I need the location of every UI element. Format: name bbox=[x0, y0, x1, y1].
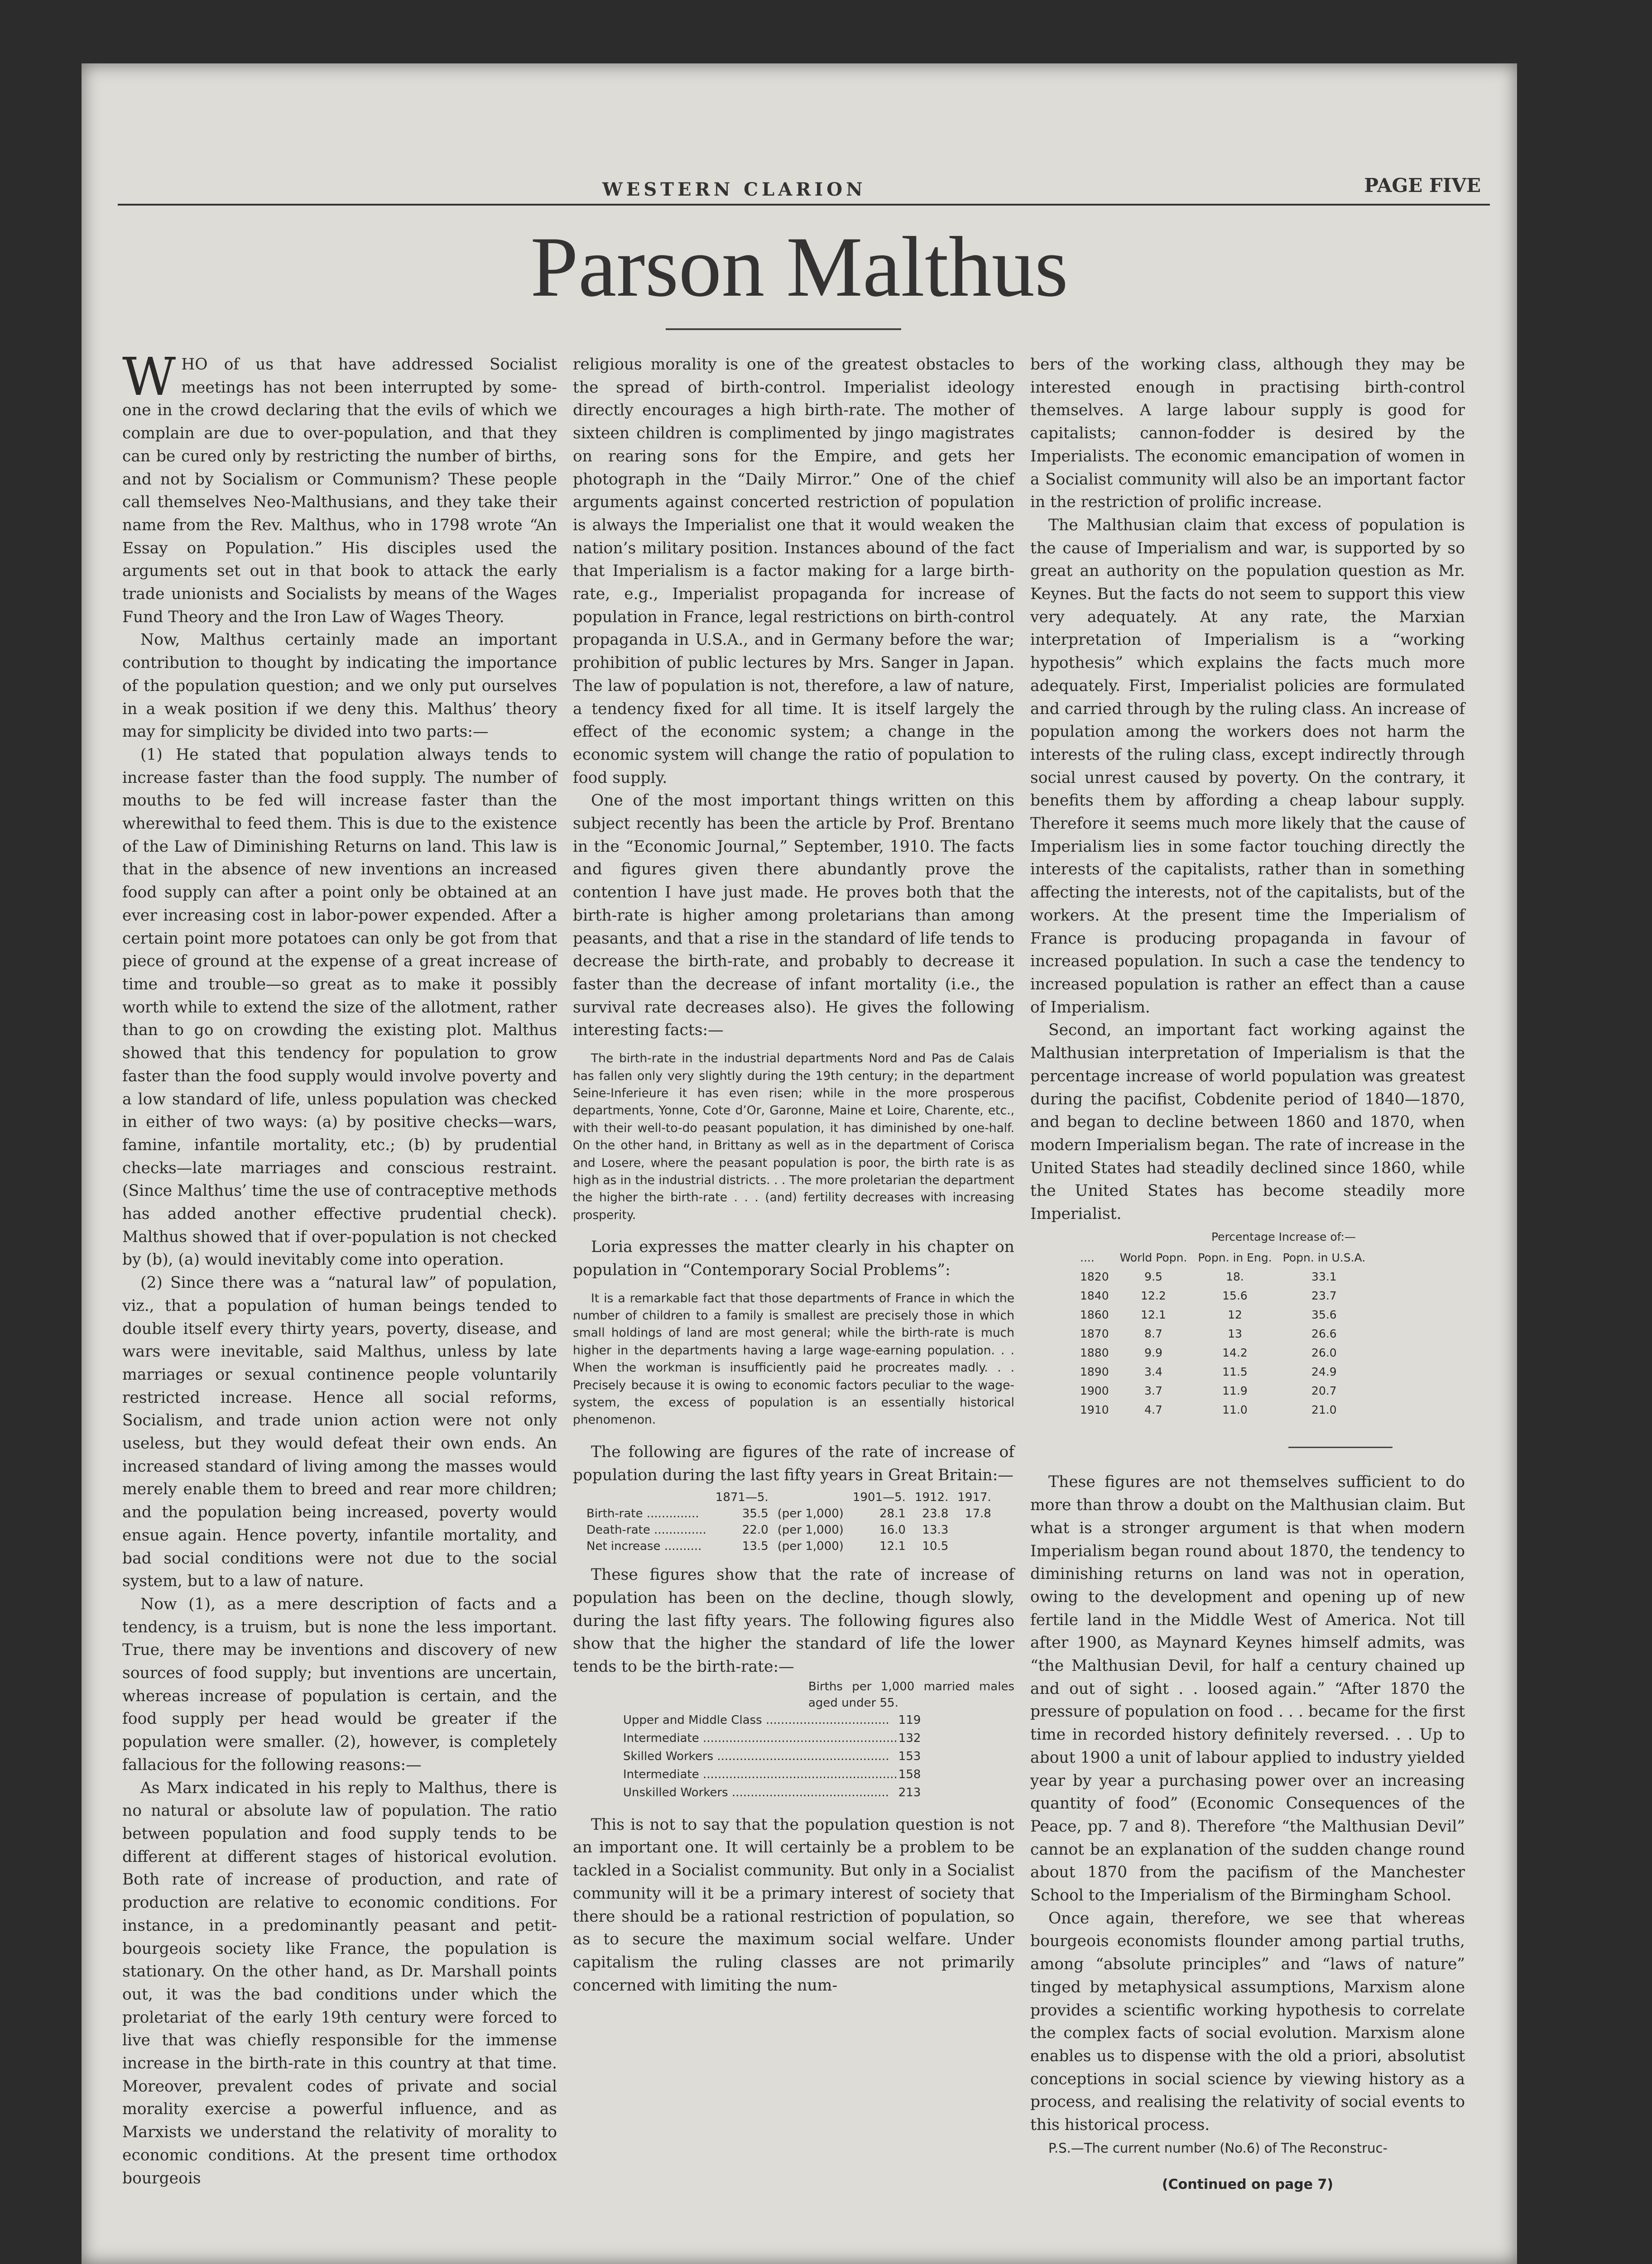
table-cell: (per 1,000) bbox=[777, 1540, 844, 1554]
table-cell: 13.5 bbox=[742, 1540, 768, 1554]
table-cell: 9.5 bbox=[1144, 1270, 1162, 1284]
table-cell bbox=[953, 1522, 995, 1538]
table-header-cell: World Popn. bbox=[1119, 1251, 1187, 1265]
table-header-cell: 1912. bbox=[914, 1491, 949, 1505]
table-cell: 11.5 bbox=[1222, 1365, 1248, 1379]
table-row bbox=[1080, 1381, 1376, 1401]
table-cell: 3.4 bbox=[1144, 1365, 1162, 1379]
table-cell: 213 bbox=[898, 1785, 921, 1799]
table-header-cell: Popn. in U.S.A. bbox=[1282, 1251, 1366, 1265]
table-cell: 26.6 bbox=[1311, 1327, 1337, 1341]
table-cell: 4.7 bbox=[1144, 1403, 1162, 1417]
column-1 bbox=[122, 347, 557, 2190]
drop-cap: W bbox=[122, 347, 176, 408]
table-cell: 35.6 bbox=[1311, 1308, 1337, 1322]
table-row bbox=[582, 1522, 996, 1538]
table-cell: 9.9 bbox=[1144, 1346, 1162, 1360]
table-cell: 13 bbox=[1228, 1327, 1242, 1341]
table-row bbox=[582, 1506, 996, 1522]
table-cell: 17.8 bbox=[965, 1507, 991, 1521]
table-header-row bbox=[1080, 1248, 1376, 1267]
paragraph: This is not to say that the population question is not an important one. It will certainly be a problem to be tackled in a Socialist community. But only in a Socialist community will it be a primary interest of society that there should be a rational restriction of population, so as to secure the maximum social welfare. Under capitalism the ruling classes are not primarily concerned with limiting the num- bbox=[573, 1815, 1014, 1995]
births-table-header: Births per 1,000 married males aged under 55. bbox=[808, 1679, 1014, 1710]
table-cell: Upper and Middle Class ................................. bbox=[623, 1713, 889, 1727]
paragraph: Once again, therefore, we see that whereas bourgeois economists flounder among partial truths, among “absolute principles” and “laws of nature” tinged by metaphysical assumptions, Marxism alone provides a scientific working hypothesis to correlate the complex facts of social evolution. Marxism alone enables us to dispense with the old a priori, absolutist conceptions in social science by viewing history as a process, and realising the relativity of social events to this historical process. bbox=[1030, 1909, 1465, 2134]
paragraph: Now, Malthus certainly made an important contribution to thought by indicating the importance of the population question; and we only put ourselves in a weak position if we deny this. Malthus’ theory may for simplicity be divided into two parts:— bbox=[122, 631, 557, 741]
table-row bbox=[1080, 1305, 1376, 1324]
table-row bbox=[1080, 1267, 1376, 1286]
table-row bbox=[1080, 1343, 1376, 1362]
article-title: Parson Malthus bbox=[530, 220, 1068, 315]
paragraph: bers of the working class, although they may be interested enough in practising birth-control themselves. A large labour supply is good for capitalists; cannon-fodder is desired by the Imperialists. The economic emancipation of women in a Socialist community will also be an important factor in the restriction of prolific increase. bbox=[1030, 355, 1465, 512]
percentage-table-title: Percentage Increase of:— bbox=[1211, 1230, 1356, 1243]
table-cell: 132 bbox=[898, 1731, 921, 1745]
table-cell: 13.3 bbox=[922, 1523, 949, 1537]
paragraph: (2) Since there was a “natural law” of population, viz., that a population of human beings tended to double itself every thirty years, poverty, disease, and wars were inevitable, said Malthus, unless by late marriages or sexual continence people voluntarily restricted increase. Hence all social reforms, Socialism, and trade union action were not only useless, but they would defeat their own ends. An increased standard of living among the masses would merely enable them to breed and rear more children; and the population being increased, poverty would ensue again. Hence poverty, infantile mortality, and bad social conditions were not due to the social system, but to a law of nature. bbox=[122, 1274, 557, 1591]
table-cell: 1820 bbox=[1080, 1270, 1109, 1284]
paragraph: These figures are not themselves sufficient to do more than throw a doubt on the Malthusian claim. But what is a stronger argument is that when modern Imperialism began round about 1870, the tendency to diminishing returns on land was not in operation, owing to the development and opening up of new fertile land in the Middle West of America. Not till after 1900, as Maynard Keynes himself admits, was “the Malthusian Devil, for half a century chained up and out of sight . . loosed again.” “After 1870 the pressure of population on food . . . became for the first time in recorded history definitely reversed. . . Up to about 1900 a unit of labour applied to industry yielded year by year a purchasing power over an increasing quantity of food” (Economic Consequences of the Peace, pp. 7 and 8). Therefore “the Malthusian Devil” cannot be an explanation of the sudden change round about 1870 from the pacifism of the Manchester School to the Imperialism of the Birmingham School. bbox=[1030, 1473, 1465, 1905]
paragraph: One of the most important things written on this subject recently has been the article by Prof. Brentano in the “Economic Journal,” September, 1910. The facts and figures given there abundantly prove the contention I have just made. He proves both that the birth-rate is higher among proletarians than among peasants, and that a rise in the standard of life tends to decrease the birth-rate, and probably to decrease it faster than the decrease of infant mortality (i.e., the survival rate decreases also). He gives the following interesting facts:— bbox=[573, 791, 1014, 1040]
table-cell: 1870 bbox=[1080, 1327, 1109, 1341]
table-cell: 158 bbox=[898, 1767, 921, 1781]
paragraph: religious morality is one of the greatest obstacles to the spread of birth-control. Imperialist ideology directly encourages a high birth-rate. The mother of sixteen children is complimented by jingo magistrates on rearing sons for the Empire, and gets her photograph in the “Daily Mirror.” One of the chief arguments against concerted restriction of population is always the Imperialist one that it would weaken the nation’s military position. Instances abound of the fact that Imperialism is a factor making for a large birth-rate, e.g., Imperialist propaganda for increase of population in France, legal restrictions on birth-control propaganda in U.S.A., and in Germany before the war; prohibition of public lectures by Mrs. Sanger in Japan. The law of population is not, therefore, a law of nature, a tendency fixed for all time. It is itself largely the effect of the economic system; a change in the economic system will change the ratio of population to food supply. bbox=[573, 355, 1014, 787]
table-cell: (per 1,000) bbox=[777, 1523, 844, 1537]
table-row bbox=[1080, 1324, 1376, 1343]
table-cell: 3.7 bbox=[1144, 1384, 1162, 1398]
table-cell: Net increase .......... bbox=[586, 1540, 702, 1554]
table-row bbox=[1080, 1362, 1376, 1381]
paragraph: Second, an important fact working against the Malthusian interpretation of Imperialism is that the percentage increase of world population was greatest during the pacifist, Cobdenite period of 1840—1870, and began to decline between 1860 and 1870, when modern Imperialism began. The rate of increase in the United States had steadily declined since 1860, while the United States has become steadily more Imperialist. bbox=[1030, 1021, 1465, 1223]
postscript: P.S.—The current number (No.6) of The Reconstruc- bbox=[1048, 2140, 1388, 2156]
page-number: PAGE FIVE bbox=[1364, 174, 1481, 197]
block-quote: The birth-rate in the industrial departments Nord and Pas de Calais has fallen only very slightly during the 19th century; in the department Seine-Inferieure it has even risen; while in the more prosperous departments, Yonne, Cote d’Or, Garonne, Maine et Loire, Charente, etc., with their well-to-do peasant population, it has diminished by one-half. On the other hand, in Brittany as well as in the department of Corisca and Losere, where the peasant population is poor, the birth rate is as high as in the industrial districts. . . The more proletarian the department the higher the birth-rate . . . (and) fertility decreases with increasing prosperity. bbox=[573, 1051, 1014, 1222]
table-cell: Skilled Workers .............................................. bbox=[623, 1749, 889, 1763]
table-row bbox=[623, 1729, 921, 1747]
table-row bbox=[1080, 1401, 1376, 1420]
table-header-cell bbox=[582, 1489, 711, 1506]
table-cell: 12 bbox=[1228, 1308, 1242, 1322]
paragraph: The following are figures of the rate of increase of population during the last fifty years in Great Britain:— bbox=[573, 1443, 1014, 1484]
newspaper-page bbox=[82, 63, 1517, 2264]
table-cell bbox=[953, 1538, 995, 1554]
table-cell: 1880 bbox=[1080, 1346, 1109, 1360]
table-cell: 16.0 bbox=[879, 1523, 906, 1537]
column-2 bbox=[573, 353, 1014, 1997]
table-rule bbox=[1288, 1447, 1393, 1448]
table-cell: 119 bbox=[898, 1713, 921, 1727]
table-cell: Birth-rate .............. bbox=[586, 1507, 699, 1521]
table-cell: 1910 bbox=[1080, 1403, 1109, 1417]
table-cell: 21.0 bbox=[1311, 1403, 1337, 1417]
table-header-cell: 1901—5. bbox=[852, 1491, 906, 1505]
table-cell: Death-rate .............. bbox=[586, 1523, 706, 1537]
table-cell: 11.9 bbox=[1222, 1384, 1248, 1398]
paragraph: Loria expresses the matter clearly in his chapter on population in “Contemporary Social Problems”: bbox=[573, 1238, 1014, 1279]
block-quote: It is a remarkable fact that those departments of France in which the number of children to a family is smallest are precisely those in which small holdings of land are most general; while the birth-rate is much higher in the departments having a large wage-earning population. . . When the workman is insufficiently paid he procreates madly. . . Precisely because it is owing to economic factors peculiar to the wage-system, the excess of population is an essentially historical phenomenon. bbox=[573, 1291, 1014, 1427]
masthead: WESTERN CLARION bbox=[602, 179, 866, 200]
table-cell: 35.5 bbox=[742, 1507, 768, 1521]
paragraph: These figures show that the rate of increase of population has been on the decline, though slowly, during the last fifty years. The following figures also show that the higher the standard of life the lower tends to be the birth-rate:— bbox=[573, 1566, 1014, 1676]
table-cell: 153 bbox=[898, 1749, 921, 1763]
table-cell: 12.1 bbox=[1141, 1308, 1166, 1322]
table-cell: 28.1 bbox=[879, 1507, 906, 1521]
table-row bbox=[623, 1765, 921, 1784]
header-rule bbox=[118, 204, 1490, 206]
table-row bbox=[582, 1538, 996, 1554]
table-cell: 22.0 bbox=[742, 1523, 768, 1537]
table-cell: (per 1,000) bbox=[777, 1507, 844, 1521]
table-cell: 12.1 bbox=[879, 1540, 906, 1554]
table-row bbox=[623, 1784, 921, 1802]
table-cell: 24.9 bbox=[1311, 1365, 1337, 1379]
table-cell: 12.2 bbox=[1141, 1289, 1166, 1303]
table-cell: 23.7 bbox=[1311, 1289, 1337, 1303]
title-rule bbox=[666, 328, 901, 330]
table-cell: 10.5 bbox=[922, 1540, 949, 1554]
population-rate-table bbox=[582, 1489, 996, 1554]
table-header-row bbox=[582, 1489, 996, 1506]
table-header-cell: 1917. bbox=[957, 1491, 991, 1505]
table-cell: 18. bbox=[1226, 1270, 1244, 1284]
table-cell: 1840 bbox=[1080, 1289, 1109, 1303]
table-cell: 1890 bbox=[1080, 1365, 1109, 1379]
table-cell: 15.6 bbox=[1222, 1289, 1248, 1303]
table-cell: Intermediate .................................................... bbox=[623, 1767, 898, 1781]
births-table bbox=[623, 1711, 921, 1802]
paragraph bbox=[122, 347, 557, 628]
table-row bbox=[623, 1747, 921, 1765]
paragraph: As Marx indicated in his reply to Malthus, there is no natural or absolute law of population. The ratio between population and food supply tends to be different at different stages of historical evolution. Both rate of increase of production, and rate of production are relative to economic conditions. For instance, in a predominantly peasant and petit-bourgeois society like France, the population is stationary. On the other hand, as Dr. Marshall points out, it was the bad conditions under which the proletariat of the early 19th century were forced to live that was chiefly responsible for the immense increase in the birth-rate in this country at that time. Moreover, prevalent codes of private and social morality exercise a powerful influence, and as Marxists we understand the relativity of morality to economic conditions. At the present time orthodox bourgeois bbox=[122, 1779, 557, 2187]
table-cell: 26.0 bbox=[1311, 1346, 1337, 1360]
continued-note: (Continued on page 7) bbox=[1162, 2176, 1334, 2192]
table-cell: Intermediate .................................................... bbox=[623, 1731, 898, 1745]
table-header-cell bbox=[773, 1489, 848, 1506]
table-cell: 1860 bbox=[1080, 1308, 1109, 1322]
paragraph: The Malthusian claim that excess of population is the cause of Imperialism and war, is supported by so great an authority on the population question as Mr. Keynes. But the facts do not seem to support this view very adequately. At any rate, the Marxian interpretation of Imperialism is a “working hypothesis” which explains the facts much more adequately. First, Imperialist policies are formulated and carried through by the ruling class. An increase of population among the workers does not harm the interests of the ruling class, except indirectly through social unrest caused by poverty. On the contrary, it benefits them by affording a cheap labour supply. Therefore it seems much more likely that the cause of Imperialism lies in some factor touching directly the interests of the capitalists, rather than in something affecting the interests, not of the capitalists, but of the workers. At the present time the Imperialism of France is producing propaganda in favour of increased population. In such a case the tendency to increased population is rather an effect than a cause of Imperialism. bbox=[1030, 516, 1465, 1017]
percentage-increase-table bbox=[1080, 1248, 1376, 1420]
table-row bbox=[623, 1711, 921, 1729]
paragraph: (1) He stated that population always tends to increase faster than the food supply. The number of mouths to be fed will increase faster than the wherewithal to feed them. This is due to the existence of the Law of Diminishing Returns on land. This law is that in the absence of new inventions an increased food supply can after a point only be obtained at an ever increasing cost in labor-power expended. After a certain point more potatoes can only be got from that piece of ground at the expense of a great increase of time and trouble—so great as to make it possibly worth while to extend the size of the allotment, rather than to go on crowding the existing plot. Malthus showed that this tendency for population to grow faster than the food supply would involve poverty and a low standard of life, unless population was checked in either of two ways: (a) by positive checks—wars, famine, infantile mortality, etc.; (b) by prudential checks—late marriages and conscious restraint. (Since Malthus’ time the use of contraceptive methods has added another effective prudential check). Malthus showed that if over-population is not checked by (b), (a) would inevitably come into operation. bbox=[122, 745, 557, 1269]
paragraph-text: HO of us that have addressed Socialist meetings has not been interrupted by some-one in the crowd declaring that the evils of which we complain are due to over-population, and that they can be cured only by restricting the number of births, and not by Socialism or Communism? These people call themselves Neo-Malthusians, and they take their name from the Rev. Malthus, who in 1798 wrote “An Essay on Population.” His disciples used the arguments set out in that book to attack the early trade unionists and Socialists by means of the Wages Fund Theory and the Iron Law of Wages Theory. bbox=[122, 355, 557, 626]
table-cell: 23.8 bbox=[922, 1507, 949, 1521]
table-header-cell: 1871—5. bbox=[715, 1491, 768, 1505]
table-cell: 8.7 bbox=[1144, 1327, 1162, 1341]
table-cell: Unskilled Workers .......................................... bbox=[623, 1785, 889, 1799]
column-3 bbox=[1030, 353, 1465, 2196]
table-row bbox=[1080, 1286, 1376, 1305]
table-header-cell: Popn. in Eng. bbox=[1198, 1251, 1272, 1265]
table-cell: 20.7 bbox=[1311, 1384, 1337, 1398]
table-cell: 14.2 bbox=[1222, 1346, 1248, 1360]
table-header-cell: .... bbox=[1080, 1251, 1095, 1265]
table-cell: 1900 bbox=[1080, 1384, 1109, 1398]
table-cell: 33.1 bbox=[1311, 1270, 1337, 1284]
paragraph: Now (1), as a mere description of facts and a tendency, is a truism, but is none the less important. True, there may be inventions and discovery of new sources of food supply; but inventions are uncertain, whereas increase of population is certain, and the food supply per head would be greater if the population were smaller. (2), however, is completely fallacious for the following reasons:— bbox=[122, 1595, 557, 1774]
table-cell: 11.0 bbox=[1222, 1403, 1248, 1417]
